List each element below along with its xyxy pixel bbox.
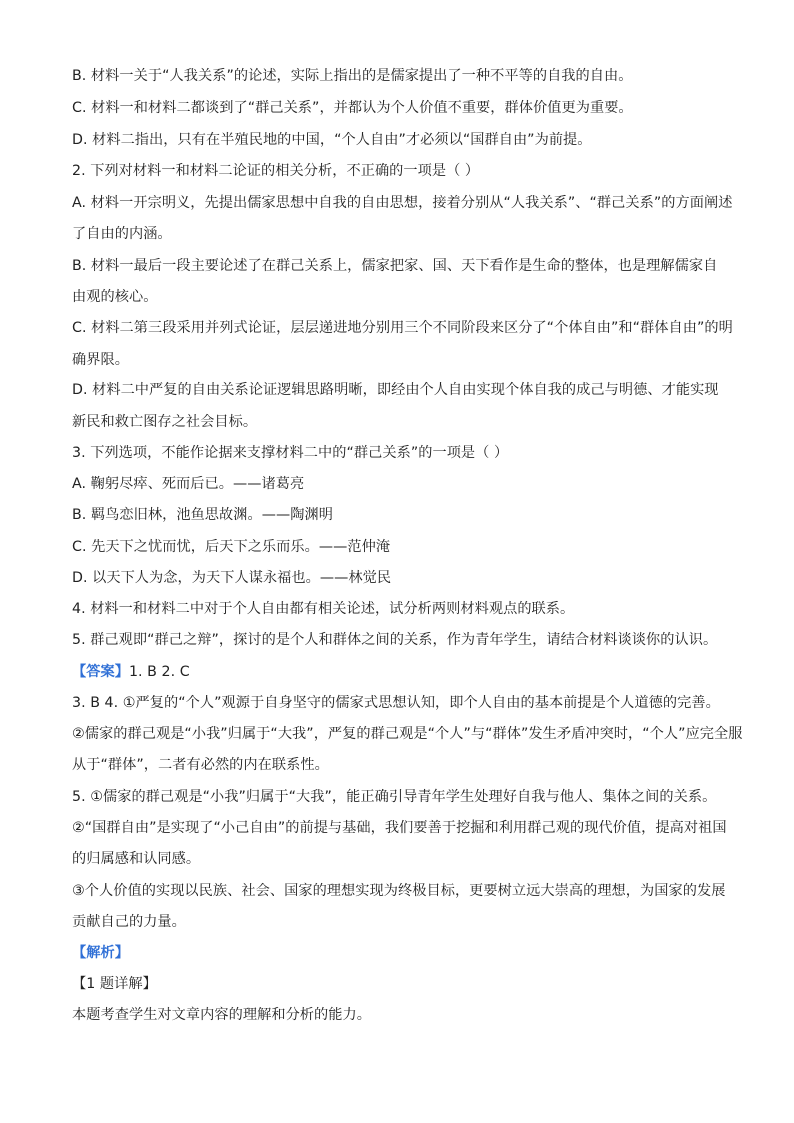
answer-line: 的归属感和认同感。 (72, 851, 201, 867)
option-b-q3: B. 羁鸟恋旧林，池鱼思故渊。——陶渊明 (72, 507, 333, 523)
option-b-q2: B. 材料一最后一段主要论述了在群己关系上，儒家把家、国、天下看作是生命的整体，也是理解儒家自 (72, 258, 718, 274)
option-d-q2: D. 材料二中严复的自由关系论证逻辑思路明晰，即经由个人自由实现个体自我的成己与明德、才能实现 (72, 382, 719, 398)
analysis-text: 本题考查学生对文章内容的理解和分析的能力。 (72, 1007, 371, 1023)
option-a-q2-cont: 了自由的内涵。 (72, 226, 172, 242)
option-c-q3: C. 先天下之忧而忧，后天下之乐而乐。——范仲淹 (72, 539, 391, 555)
question-3: 3. 下列选项，不能作论据来支撑材料二中的“群己关系”的一项是（ ） (72, 445, 509, 461)
option-c-q1: C. 材料一和材料二都谈到了“群己关系”，并都认为个人价值不重要，群体价值更为重要。 (72, 100, 633, 116)
option-b-q2-cont: 由观的核心。 (72, 289, 158, 305)
answer-line: 从于“群体”，二者有必然的内在联系性。 (72, 757, 329, 773)
analysis-tag: 【解析】 (72, 945, 129, 961)
answer-line: 3. B 4. ①严复的“个人”观源于自身坚守的儒家式思想认知，即个人自由的基本前提是个人道德的完善。 (72, 695, 720, 711)
option-d-q2-cont: 新民和救亡图存之社会目标。 (72, 414, 258, 430)
option-c-q2-cont: 确界限。 (72, 352, 129, 368)
question-5: 5. 群己观即“群己之辩”，探讨的是个人和群体之间的关系，作为青年学生，请结合材料谈谈你的认识。 (72, 632, 718, 648)
option-a-q3: A. 鞠躬尽瘁、死而后已。——诸葛亮 (72, 476, 305, 492)
answer-line: 5. ①儒家的群己观是“小我”归属于“大我”，能正确引导青年学生处理好自我与他人、集体之间的关系。 (72, 789, 717, 805)
answer-line: ③个人价值的实现以民族、社会、国家的理想实现为终极目标，更要树立远大崇高的理想，为国家的发展 (72, 883, 726, 899)
option-b-q1: B. 材料一关于“人我关系”的论述，实际上指出的是儒家提出了一种不平等的自我的自由。 (72, 68, 633, 84)
option-d-q1: D. 材料二指出，只有在半殖民地的中国，“个人自由”才必须以“国群自由”为前提。 (72, 132, 592, 148)
option-a-q2: A. 材料一开宗明义，先提出儒家思想中自我的自由思想，接着分别从“人我关系”、“群己关系”的方面阐述 (72, 195, 733, 211)
answer-line: ②儒家的群己观是“小我”归属于“大我”，严复的群己观是“个人”与“群体”发生矛盾冲突时，“个人”应完全服 (72, 726, 743, 742)
question-4: 4. 材料一和材料二中对于个人自由都有相关论述，试分析两则材料观点的联系。 (72, 601, 575, 617)
answer-first: 1. B 2. C (128, 664, 190, 680)
answer-line: 贡献自己的力量。 (72, 914, 186, 930)
option-d-q3: D. 以天下人为念，为天下人谋永福也。——林觉民 (72, 570, 392, 586)
question-2: 2. 下列对材料一和材料二论证的相关分析，不正确的一项是（ ） (72, 163, 480, 179)
analysis-sub-heading: 【1 题详解】 (72, 976, 157, 992)
answer-tag: 【答案】 (72, 664, 129, 680)
answer-line: ②“国群自由”是实现了“小己自由”的前提与基础，我们要善于挖掘和利用群己观的现代价值，提高对祖国 (72, 820, 727, 836)
answer-header (72, 662, 190, 682)
option-c-q2: C. 材料二第三段采用并列式论证，层层递进地分别用三个不同阶段来区分了“个体自由”和“群体自由”的明 (72, 320, 733, 336)
